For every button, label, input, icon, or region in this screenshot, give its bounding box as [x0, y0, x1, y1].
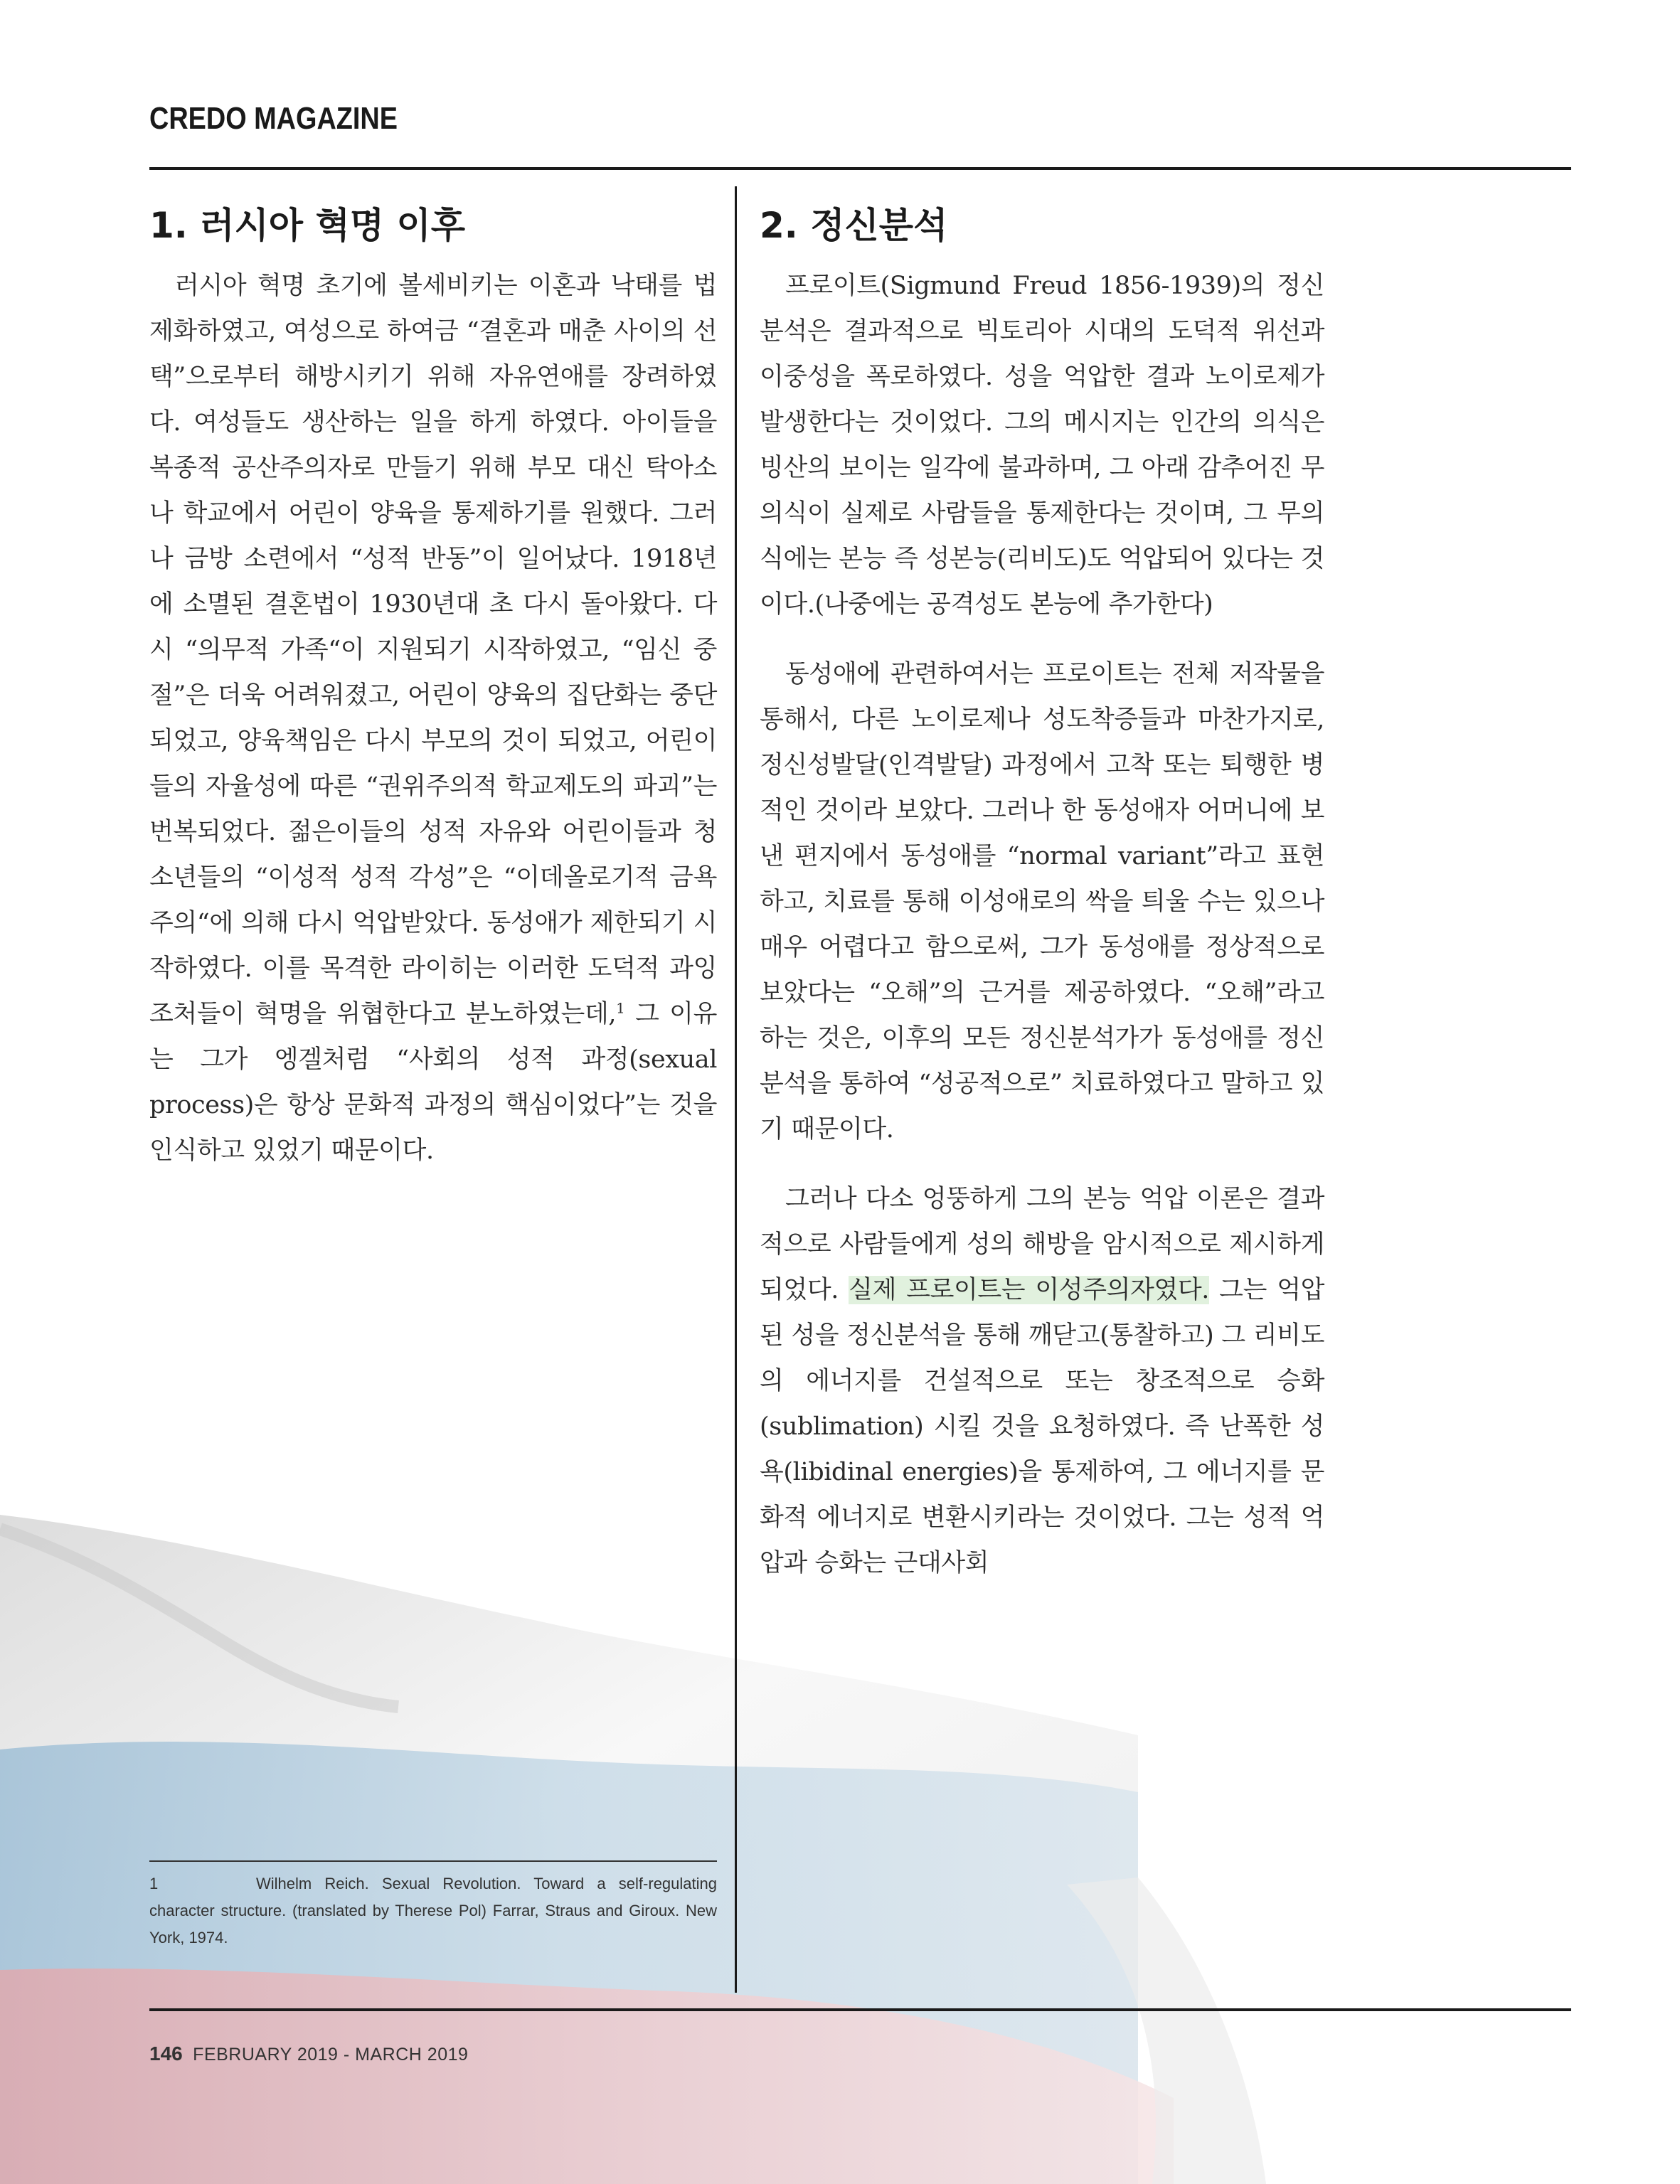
paragraph: [760, 1176, 1324, 1586]
footnote: [149, 1860, 717, 1951]
header-rule: [149, 167, 1571, 170]
footer-rule: [149, 2008, 1571, 2011]
paragraph: 프로이트(Sigmund Freud 1856-1939)의 정신분석은 결과적으로 빅토리아 시대의 도덕적 위선과 이중성을 폭로하였다. 성을 억압한 결과 노이로제가 발생한다는 것이었다. 그의 메시지는 인간의 의식은 빙산의 보이는 일각에 불과하며, 그 아래 감추어진 무의식이 실제로 사람들을 통제한다는 것이며, 그 무의식에는 본능 즉 성본능(리비도)도 억압되어 있다는 것이다.(나중에는 공격성도 본능에 추가한다): [760, 272, 1324, 619]
paragraph-text: 그는 억압된 성을 정신분석을 통해 깨닫고(통찰하고) 그 리비도의 에너지를 건설적으로 또는 창조적으로 승화(sublimation) 시킬 것을 요청하였다. 즉 난폭한 성욕(libidinal energies)을 통제하여, 그 에너지를 문화적 에너지로 변환시키라는 것이었다. 그는 성적 억압과 승화는 근대사회: [760, 1276, 1325, 1577]
footnote-text: [149, 1870, 717, 1951]
footnote-rule: [149, 1860, 717, 1862]
paragraph: 동성애에 관련하여서는 프로이트는 전체 저작물을 통해서, 다른 노이로제나 성도착증들과 마찬가지로, 정신성발달(인격발달) 과정에서 고착 또는 퇴행한 병적인 것이라 보았다. 그러나 한 동성애자 어머니에 보낸 편지에서 동성애를 “normal variant”라고 표현하고, 치료를 통해 이성애로의 싹을 틔울 수는 있으나 매우 어렵다고 함으로써, 그가 동성애를 정상적으로 보았다는 “오해”의 근거를 제공하였다. “오해”라고 하는 것은, 이후의 모든 정신분석가가 동성애를 정신분석을 통하여 “성공적으로” 치료하였다고 말하고 있기 때문이다.: [760, 660, 1324, 1144]
magazine-masthead: CREDO MAGAZINE: [149, 101, 398, 136]
section-heading-russian-revolution: 1. 러시아 혁명 이후: [149, 205, 466, 246]
paragraph-text: 러시아 혁명 초기에 볼세비키는 이혼과 낙태를 법제화하였고, 여성으로 하여금 “결혼과 매춘 사이의 선택”으로부터 해방시키기 위해 자유연애를 장려하였다. 여성들도 생산하는 일을 하게 하였다. 아이들을 복종적 공산주의자로 만들기 위해 부모 대신 탁아소나 학교에서 어린이 양육을 통제하기를 원했다. 그러나 금방 소련에서 “성적 반동”이 일어났다. 1918년에 소멸된 결혼법이 1930년대 초 다시 돌아왔다. 다시 “의무적 가족“이 지원되기 시작하였고, “임신 중절”은 더욱 어려워졌고, 어린이 양육의 집단화는 중단되었고, 양육책임은 다시 부모의 것이 되었고, 어린이들의 자율성에 따른 “권위주의적 학교제도의 파괴”는 번복되었다. 젊은이들의 성적 자유와 어린이들과 청소년들의 “이성적 성적 각성”은 “이데올로기적 금욕주의“에 의해 다시 억압받았다. 동성애가 제한되기 시작하였다. 이를 목격한 라이히는 이러한 도덕적 과잉 조처들이 혁명을 위협한다고 분노하였는데,: [149, 272, 717, 1028]
highlighted-text: 실제 프로이트는 이성주의자였다.: [849, 1276, 1209, 1304]
paragraph-text: 그 이유는 그가 엥겔처럼 “사회의 성적 과정(sexual process)은 항상 문화적 과정의 핵심이었다”는 것을 인식하고 있었기 때문이다.: [149, 1000, 717, 1165]
left-column: [149, 193, 717, 1173]
footnote-number: 1: [149, 1875, 159, 1892]
paragraph-text: 그러나 다소 엉뚱하게 그의 본능 억압 이론은 결과적으로 사람들에게 성의 해방을 암시적으로 제시하게 되었다.: [760, 1185, 1324, 1304]
footnote-citation: Wilhelm Reich. Sexual Revolution. Toward a self-regulating character structure. (translated by Therese Pol) Farrar, Straus and Giroux. New York, 1974.: [149, 1875, 717, 1946]
page-number: 146: [149, 2042, 183, 2065]
footnote-reference[interactable]: 1: [616, 999, 625, 1017]
issue-date: FEBRUARY 2019 - MARCH 2019: [193, 2045, 469, 2065]
section-heading-psychoanalysis: 2. 정신분석: [760, 205, 948, 246]
right-column: [760, 193, 1324, 1586]
page-footer: [149, 2042, 468, 2065]
paragraph: [149, 263, 717, 1173]
column-divider: [735, 186, 737, 1993]
